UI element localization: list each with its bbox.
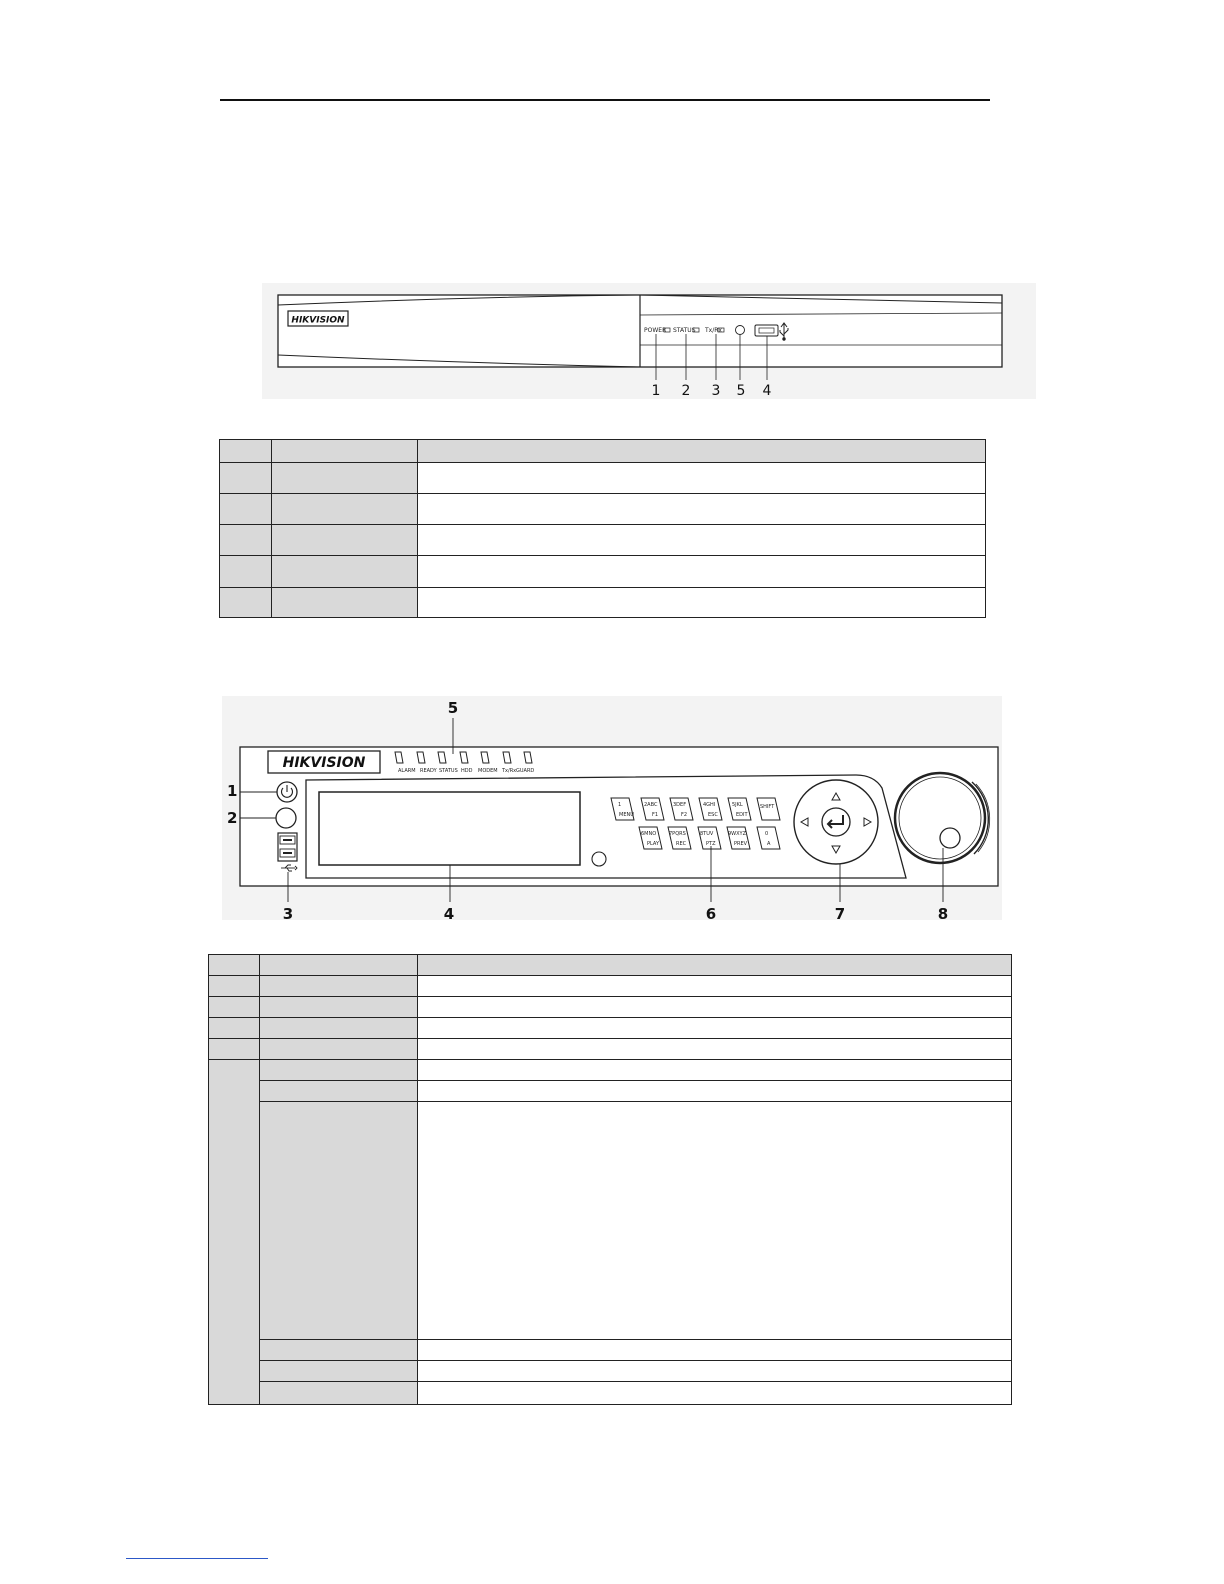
- svg-text:4GHI: 4GHI: [703, 802, 716, 808]
- callout-3: 3: [711, 383, 721, 399]
- header-rule: [220, 99, 990, 101]
- svg-text:A: A: [767, 841, 771, 847]
- indicator-hdd: HDD: [461, 768, 473, 774]
- table-row: [209, 1102, 1012, 1340]
- table-header-row: [209, 955, 1012, 976]
- power-button[interactable]: [277, 782, 297, 802]
- table-row: [220, 588, 986, 618]
- indicator-alarm: ALARM: [398, 768, 416, 774]
- indicator-status: STATUS: [439, 768, 458, 774]
- indicator-power: [644, 327, 670, 334]
- callout-7: 7: [834, 905, 846, 920]
- footer-link-underline[interactable]: [126, 1558, 268, 1559]
- svg-text:2ABC: 2ABC: [644, 802, 658, 808]
- svg-text:MENU: MENU: [619, 812, 634, 818]
- front-panel-figure-1: [262, 283, 1036, 399]
- callout-6: 6: [705, 905, 717, 920]
- header-cell: [260, 955, 418, 976]
- svg-text:Tx/Rx: Tx/Rx: [705, 327, 722, 334]
- table-row: [209, 1382, 1012, 1405]
- svg-text:PTZ: PTZ: [706, 841, 716, 847]
- ir-receiver-icon: [592, 852, 606, 866]
- svg-text:POWER: POWER: [644, 327, 667, 334]
- table-row: [209, 1361, 1012, 1382]
- indicator-ready: READY: [420, 768, 437, 774]
- table-row: [220, 494, 986, 525]
- callout-1: 1: [651, 383, 661, 399]
- table-row: [209, 1039, 1012, 1060]
- header-cell: [418, 955, 1012, 976]
- header-cell: [272, 440, 418, 463]
- callout-8: 8: [937, 905, 949, 920]
- table-header-row: [220, 440, 986, 463]
- svg-text:REC: REC: [676, 841, 687, 847]
- enter-button[interactable]: [822, 808, 850, 836]
- table-row: [209, 997, 1012, 1018]
- callout-1: 1: [227, 782, 238, 800]
- usb-port-icon: [755, 325, 778, 336]
- callout-3: 3: [282, 905, 294, 920]
- front-panel-figure-2: [222, 696, 1002, 920]
- indicator-modem: MODEM: [478, 768, 498, 774]
- svg-text:STATUS: STATUS: [673, 327, 696, 334]
- svg-text:7PQRS: 7PQRS: [669, 831, 686, 837]
- header-cell: [209, 955, 260, 976]
- svg-text:PLAY: PLAY: [647, 841, 660, 847]
- panel-1-description-table: [219, 439, 986, 618]
- callout-2: 2: [227, 809, 238, 827]
- svg-text:ESC: ESC: [708, 812, 718, 818]
- svg-text:9WXYZ: 9WXYZ: [728, 831, 747, 837]
- direction-pad: [794, 780, 878, 864]
- callout-4: 4: [762, 383, 772, 399]
- table-row: [209, 1060, 1012, 1081]
- table-row: [220, 556, 986, 588]
- panel-2-description-table: [208, 954, 1012, 1405]
- table-row: [220, 525, 986, 556]
- svg-text:1: 1: [618, 802, 622, 808]
- callout-5: 5: [447, 699, 459, 717]
- indicator-status: [673, 327, 699, 334]
- table-row: [209, 1340, 1012, 1361]
- svg-text:SHIFT: SHIFT: [760, 804, 775, 810]
- lcd-display: [319, 792, 580, 865]
- indicator-txrx: [704, 327, 724, 334]
- callout-4: 4: [443, 905, 455, 920]
- svg-text:EDIT: EDIT: [736, 812, 748, 818]
- svg-text:F1: F1: [652, 812, 659, 818]
- svg-text:PREV: PREV: [734, 841, 748, 847]
- brand-logo-text: HIKVISION: [291, 315, 345, 326]
- usb-ports-icon: [278, 833, 297, 861]
- indicator-guard: GUARD: [516, 768, 535, 774]
- svg-text:8TUV: 8TUV: [700, 831, 714, 837]
- svg-text:6MNO: 6MNO: [641, 831, 657, 837]
- header-cell: [220, 440, 272, 463]
- svg-text:F2: F2: [681, 812, 688, 818]
- callout-2: 2: [681, 383, 691, 399]
- callout-5: 5: [736, 383, 746, 399]
- table-row: [209, 1081, 1012, 1102]
- ir-receiver-icon: [276, 808, 296, 828]
- table-row: [209, 976, 1012, 997]
- svg-text:5JKL: 5JKL: [732, 802, 743, 808]
- table-row: [209, 1018, 1012, 1039]
- brand-logo-text: HIKVISION: [282, 755, 366, 771]
- table-row: [220, 463, 986, 494]
- svg-text:0: 0: [765, 831, 769, 837]
- header-cell: [418, 440, 986, 463]
- indicator-txrx: Tx/Rx: [502, 768, 517, 774]
- svg-text:3DEF: 3DEF: [673, 802, 687, 808]
